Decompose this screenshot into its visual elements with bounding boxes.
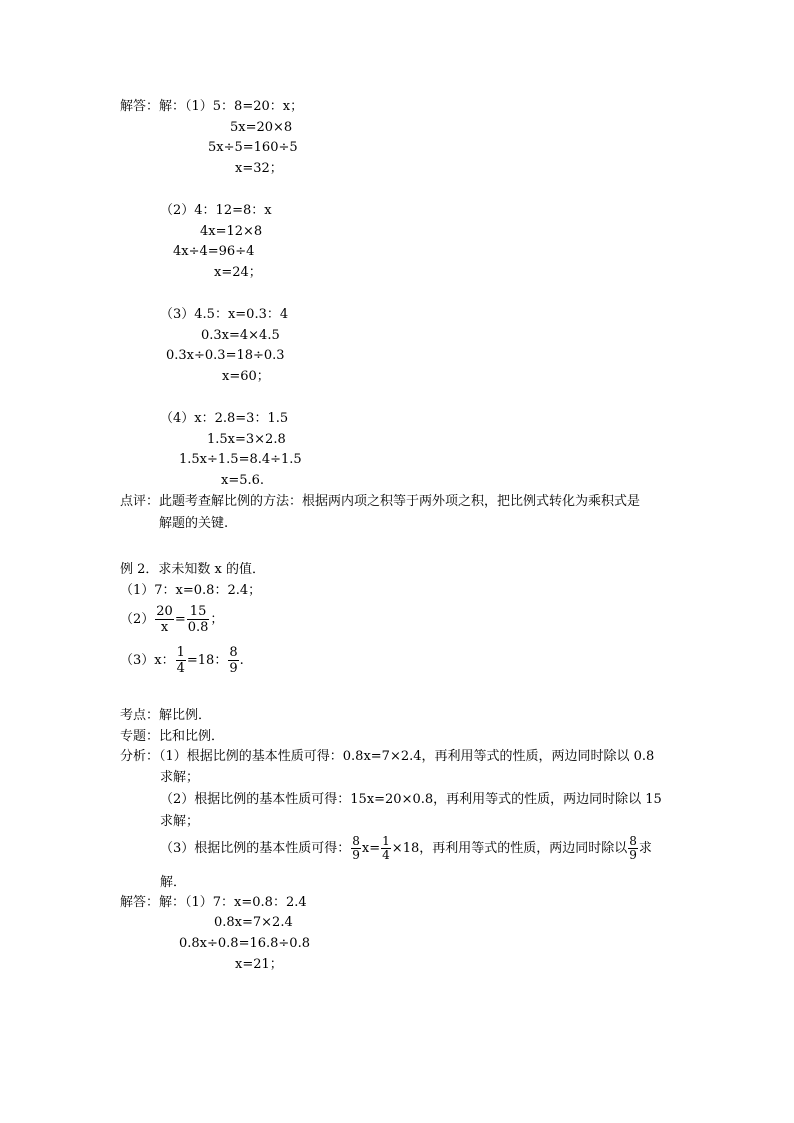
analysis-text: （3）根据比例的基本性质可得：	[160, 841, 351, 856]
fraction-denominator: 9	[629, 848, 637, 862]
analysis-line: 求解；	[160, 814, 200, 829]
equation-text: =18：	[186, 653, 228, 668]
fraction	[176, 645, 186, 676]
fraction	[155, 604, 174, 635]
comment-line: 解题的关键.	[159, 516, 229, 531]
equation-step: 0.8x÷0.8=16.8÷0.8	[179, 936, 310, 951]
kaodian-line: 考点：解比例．	[120, 708, 212, 723]
analysis-text: x=	[361, 841, 381, 856]
fraction-denominator: 4	[382, 848, 390, 862]
fraction	[351, 835, 361, 862]
question-number: （2）	[120, 612, 155, 627]
fraction-numerator: 1	[176, 645, 185, 660]
question-number: （3）x：	[120, 653, 175, 668]
question-1: （1）7：x=0.8：2.4；	[120, 583, 262, 598]
fraction	[187, 604, 210, 635]
analysis-line: （2）根据比例的基本性质可得：15x=20×0.8，再利用等式的性质，两边同时除以 15	[160, 792, 662, 807]
problem-heading: （2）4：12=8：x	[160, 203, 272, 218]
equals-sign: =	[174, 612, 186, 627]
analysis-text: 求	[638, 841, 652, 856]
problem-heading: （4）x：2.8=3：1.5	[160, 411, 289, 426]
fraction	[381, 835, 391, 862]
equation-step: 5x÷5=160÷5	[208, 140, 298, 155]
analysis-line: 解．	[160, 875, 187, 890]
fraction-numerator: 8	[229, 645, 238, 660]
solution-label-line: 解答：解：（1）7：x=0.8：2.4	[120, 895, 307, 910]
solution-label-line: 解答：解：（1）5：8=20：x；	[120, 99, 304, 114]
fraction-denominator: 9	[352, 848, 360, 862]
analysis-line: 分析：（1）根据比例的基本性质可得：0.8x=7×2.4，再利用等式的性质，两边同时除以 0.8	[120, 749, 655, 764]
zhuanti-line: 专题：比和比例．	[120, 729, 225, 744]
example-title: 例 2．求未知数 x 的值．	[120, 562, 265, 577]
equation-step: x=60；	[222, 369, 270, 384]
problem-heading: （3）4.5：x=0.3：4	[160, 307, 289, 322]
equation-step: 0.8x=7×2.4	[214, 915, 293, 930]
question-2	[120, 603, 223, 637]
equation-step: x=21；	[235, 957, 283, 972]
question-3	[120, 644, 244, 678]
equation-step: 0.3x=4×4.5	[201, 328, 280, 343]
equation-step: x=24；	[214, 265, 262, 280]
fraction-numerator: 1	[382, 834, 390, 848]
analysis-line-fractions	[160, 833, 652, 865]
equation-step: 0.3x÷0.3=18÷0.3	[166, 348, 285, 363]
analysis-line: 求解；	[160, 770, 200, 785]
fraction-numerator: 8	[352, 834, 360, 848]
fraction-denominator: 9	[229, 661, 238, 676]
punctuation: ；	[210, 612, 224, 627]
fraction-numerator: 15	[187, 604, 210, 620]
fraction-denominator: 0.8	[187, 620, 209, 635]
fraction-numerator: 20	[156, 604, 173, 619]
equation-step: 1.5x=3×2.8	[207, 432, 286, 447]
fraction-numerator: 8	[629, 834, 637, 848]
equation-step: 1.5x÷1.5=8.4÷1.5	[179, 452, 302, 467]
fraction-denominator: 4	[176, 661, 185, 676]
equation-step: x=5.6.	[221, 473, 265, 488]
fraction	[628, 835, 638, 862]
equation-step: 5x=20×8	[230, 120, 293, 135]
punctuation: .	[239, 653, 244, 668]
fraction	[228, 645, 238, 676]
fraction-denominator: x	[160, 620, 169, 635]
equation-step: 4x=12×8	[200, 224, 263, 239]
equation-step: 4x÷4=96÷4	[173, 244, 255, 259]
comment-line: 点评：此题考查解比例的方法：根据两内项之积等于两外项之积，把比例式转化为乘积式是	[120, 494, 641, 509]
analysis-text: ×18，再利用等式的性质，两边同时除以	[391, 841, 628, 856]
equation-step: x=32；	[235, 161, 283, 176]
